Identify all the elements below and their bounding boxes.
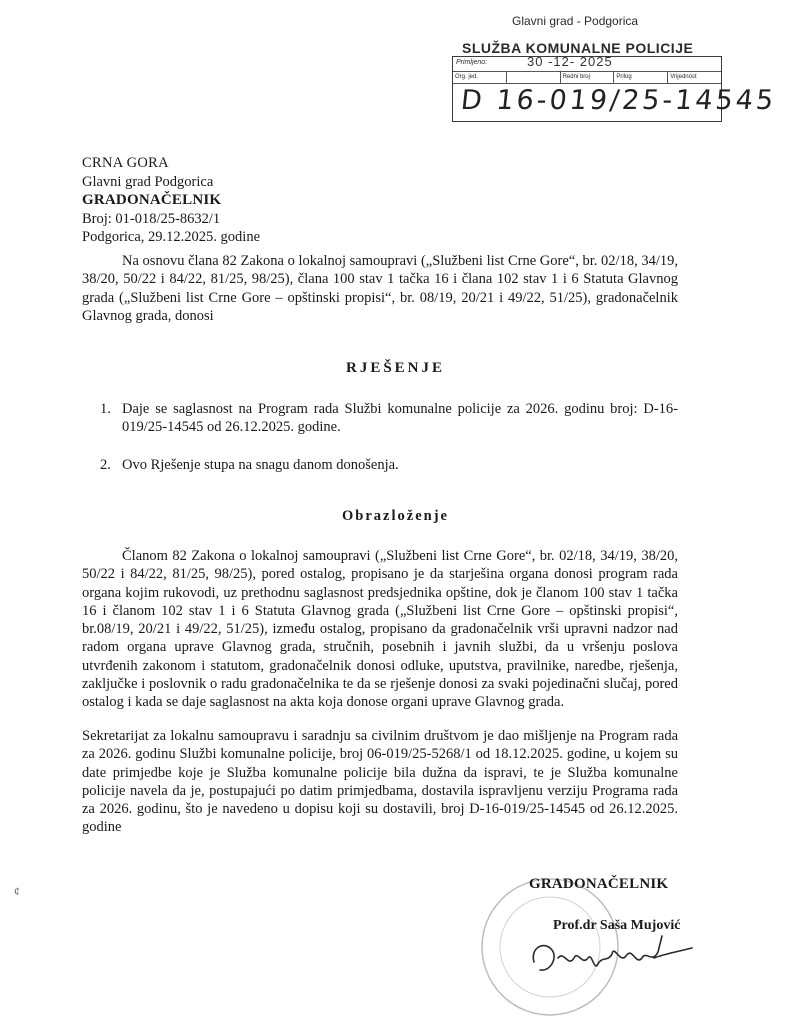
registry-stamp [452, 14, 778, 126]
stamp-column: Vrijednost [670, 74, 697, 80]
stamp-column: Org. jed. [453, 71, 507, 83]
stamp-columns-row [453, 71, 721, 84]
stamp-column: Redni broj [561, 71, 615, 83]
reasoning-paragraph: Članom 82 Zakona o lokalnoj samoupravi („Službeni list Crne Gore“, br. 02/18, 34/19, 38/20, 50/22 i 84/22, 81/25, 98/25), pored ostalog, propisano je da starješina organa donosi program rada organa kojim rukovodi, uz prethodnu saglasnost predsjednika opštine, dok je članom 100 stav 1 tačka 16 i članom 102 stav 1 i 6 Statuta Glavnog grada („Službeni list Crne Gore – opštinski propisi“, br.08/19, 20/21 i 49/22, 51/25), između ostalog, propisano da gradonačelnik vrši upravni nadzor nad radom organa uprave Glavnog grada, stručnih, posebnih i javnih službi, da u vršenju poslova utvrđenih zakonom i statutom, gradonačelnik donosi odluke, uputstva, pravilnike, naredbe, rješenja, zaključke i poslovnik o radu gradonačelnika te da se rješenje donosi za svaki pojedinačni slučaj, pored ostalog i kada se daje saglasnost na akta koja donose organi uprave Glavnog grada. [82, 548, 678, 711]
reasoning-title: Obrazloženje [342, 508, 449, 524]
header-city: Glavni grad Podgorica [82, 173, 214, 190]
decision-item-number: 1. [100, 401, 111, 417]
stamp-city: Glavni grad - Podgorica [512, 14, 639, 28]
decision-title: RJEŠENJE [345, 360, 446, 376]
stamp-office: SLUŽBA KOMUNALNE POLICIJE [462, 40, 694, 56]
stamp-registry-number: D 16-019/25-14545 [459, 85, 778, 116]
header-place-date: Podgorica, 29.12.2025. godine [82, 229, 261, 245]
intro-paragraph: Na osnovu člana 82 Zakona o lokalnoj samoupravi („Službeni list Crne Gore“, br. 02/18, 34/19, 38/20, 50/22 i 84/22, 81/25, 98/25), člana 100 stav 1 tačka 16 i člana 102 stav 1 i 6 Statuta Glavnog grada („Službeni list Crne Gore – opštinski propisi“, br. 08/19, 20/21 i 49/22, 51/25), gradonačelnik Glavnog grada, donosi [82, 253, 678, 324]
signature-title: GRADONAČELNIK [529, 876, 669, 892]
stamp-column [507, 71, 561, 83]
decision-item-text: Daje se saglasnost na Program rada Službi komunalne policije za 2026. godinu broj: D-16-019/25-14545 od 26.12.2025. godine. [122, 401, 678, 436]
stamp-column: Prilog [614, 71, 668, 83]
handwritten-signature [528, 928, 698, 982]
signatory-name: Prof.dr Saša Mujović [553, 918, 681, 933]
header-number: Broj: 01-018/25-8632/1 [82, 210, 221, 227]
decision-item-text: Ovo Rješenje stupa na snagu danom donošenja. [122, 457, 399, 473]
stamp-received-label: Primljeno: [456, 59, 488, 66]
document-header [82, 154, 260, 247]
stamp-received-row [453, 54, 721, 72]
reasoning-paragraph: Sekretarijat za lokalnu samoupravu i saradnju sa civilnim društvom je dao mišljenje na Program rada za 2026. godinu Službi komunalne policije, broj 06-019/25-5268/1 od 18.12.2025. godine, u kojem su date primjedbe koje je Služba komunalne policije bila dužna da ispravi, te je Služba komunalne policije navela da je, postupajući po datim primjedbama, dostavila ispravljenu verziju Programa rada za 2026. godinu, što je navedeno u dopisu koji su dostavili, broj D-16-019/25-14545 od 26.12.2025. godine [82, 728, 678, 836]
header-country: CRNA GORA [82, 155, 169, 171]
stamp-box [452, 54, 778, 122]
decision-item [100, 400, 678, 437]
header-authority: GRADONAČELNIK [82, 192, 222, 208]
decision-item-number: 2. [100, 457, 111, 473]
margin-mark: ¢ [14, 884, 20, 898]
decision-item [100, 456, 678, 474]
stamp-received-date: 30 -12- 2025 [527, 54, 613, 69]
